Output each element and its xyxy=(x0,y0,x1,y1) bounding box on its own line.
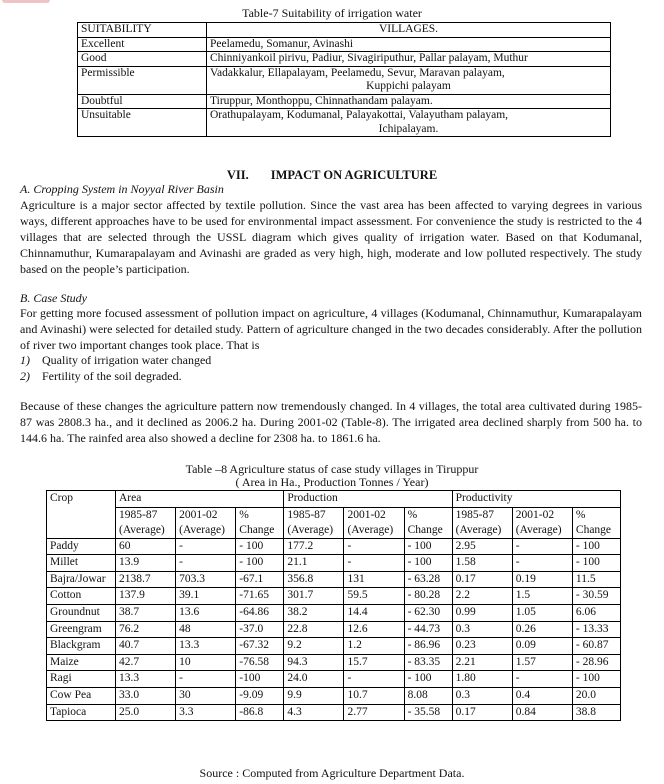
table-row xyxy=(47,538,621,555)
table-cell: - 30.59 xyxy=(572,588,620,605)
table-cell: - 100 xyxy=(572,671,620,688)
table-cell: - 100 xyxy=(404,671,452,688)
subsection-b-paragraph: For getting more focused assessment of pollution impact on agriculture, 4 villages (Kodumanal, Chinnamuthur, Kumarapalayam and Avinashi) were selected for detailed study. Pattern of agriculture changed in the two decades considerably. After the pollution of river two important changes took place. That is xyxy=(20,306,642,352)
table-row xyxy=(78,37,611,52)
subheader-line: Change xyxy=(407,523,443,536)
subheader-line: (Average) xyxy=(515,523,562,536)
subheader-line: 1985-87 xyxy=(287,508,326,521)
table-subheader-cell xyxy=(236,507,284,538)
table-cell: 1.57 xyxy=(512,654,572,671)
table-cell: 2138.7 xyxy=(116,571,176,588)
table-cell: - 28.96 xyxy=(572,654,620,671)
table-cell: 13.3 xyxy=(176,638,236,655)
table-cell: - 80.28 xyxy=(404,588,452,605)
list-item xyxy=(20,352,211,368)
table-subheader-cell xyxy=(452,507,512,538)
table-cell: 8.08 xyxy=(404,687,452,704)
village-line: Chinniyankoil pirivu, Padiur, Sivagiriputhur, Pallar palayam, Muthur xyxy=(210,52,528,64)
table-cell: 20.0 xyxy=(572,687,620,704)
table-cell: - xyxy=(176,555,236,572)
table-header-cell: Area xyxy=(116,491,284,508)
subsection-a-heading: A. Cropping System in Noyyal River Basin xyxy=(20,182,224,196)
table-cell: 0.84 xyxy=(512,704,572,721)
table-header-cell: VILLAGES. xyxy=(207,23,611,38)
subheader-line: (Average) xyxy=(347,523,394,536)
table-cell: 48 xyxy=(176,621,236,638)
table-cell: 0.3 xyxy=(452,621,512,638)
table-cell: 13.6 xyxy=(176,604,236,621)
table-header-cell: Crop xyxy=(47,491,116,539)
table-row xyxy=(47,604,621,621)
table-cell xyxy=(207,52,611,67)
table8-subtitle: ( Area in Ha., Production Tonnes / Year) xyxy=(235,475,429,489)
village-line: Vadakkalur, Ellapalayam, Peelamedu, Sevur, Maravan palayam, xyxy=(210,66,505,79)
table-cell: 9.2 xyxy=(284,638,344,655)
village-line: Kuppichi palayam xyxy=(366,80,451,92)
table8-source: Source : Computed from Agriculture Department Data. xyxy=(199,766,465,780)
table-cell: 0.09 xyxy=(512,638,572,655)
table-cell: - 62.30 xyxy=(404,604,452,621)
subheader-line: (Average) xyxy=(119,523,165,536)
table-cell: 2.21 xyxy=(452,654,512,671)
table-cell: 21.1 xyxy=(284,555,344,572)
subheader-line: 2001-02 xyxy=(515,508,555,521)
table-cell: Unsuitable xyxy=(78,109,207,137)
table-cell: 703.3 xyxy=(176,571,236,588)
table-cell: -76.58 xyxy=(236,654,284,671)
area-decline-paragraph: Because of these changes the agriculture pattern now tremendously changed. In 4 villages, the total area cultivated during 1985-87 was 2808.3 ha., and it declined as 2006.2 ha. During 2001-02 (Table-8). The irrigated area declined sharply from 500 ha. to 144.6 ha. The rainfed area also showed a decline for 2308 ha. to 1861.6 ha. xyxy=(20,399,642,445)
top-edge-mark xyxy=(2,0,50,3)
table-cell: Tapioca xyxy=(47,704,116,721)
subsection-a-paragraph: Agriculture is a major sector affected by textile pollution. Since the vast area has been affected to varying degrees in various ways, different approaches have to be used for environmental impact assessment. For convenience the study is restricted to the 4 villages that are selected through the USSL diagram which gives quality of irrigation water. Based on that Kodumanal, Chinnamuthur, Kumarapalayam and Avinashi are graded as very high, high, moderate and low polluted respectively. The study based on the people’s participation. xyxy=(20,198,642,276)
table-subheader-cell xyxy=(116,507,176,538)
table7-header-row xyxy=(78,23,611,38)
list-marker: 2) xyxy=(20,369,30,383)
table-cell: Excellent xyxy=(78,37,207,52)
section-heading xyxy=(0,168,664,183)
table-cell xyxy=(207,66,611,94)
table-cell: Blackgram xyxy=(47,638,116,655)
table-cell: 38.2 xyxy=(284,604,344,621)
list-item-text: Quality of irrigation water changed xyxy=(42,353,212,367)
table-cell: Greengram xyxy=(47,621,116,638)
subheader-line: Change xyxy=(239,523,275,536)
table-cell: - xyxy=(512,671,572,688)
table-row xyxy=(78,94,611,109)
table-cell xyxy=(207,37,611,52)
table-row xyxy=(47,621,621,638)
table7 xyxy=(77,22,611,137)
case-study-list xyxy=(20,352,211,384)
table-row xyxy=(78,66,611,94)
table-row xyxy=(78,109,611,137)
table-cell: - xyxy=(344,555,404,572)
table-cell xyxy=(207,109,611,137)
subheader-line: % xyxy=(239,508,249,521)
table8-title: Table –8 Agriculture status of case study villages in Tiruppur xyxy=(185,462,479,476)
table-subheader-cell xyxy=(404,507,452,538)
subheader-line: % xyxy=(407,508,418,521)
table-cell: - 13.33 xyxy=(572,621,620,638)
table-cell: 0.19 xyxy=(512,571,572,588)
table-cell: - 83.35 xyxy=(404,654,452,671)
table-cell: -67.32 xyxy=(236,638,284,655)
village-line: Peelamedu, Somanur, Avinashi xyxy=(210,37,354,50)
table-cell: Cotton xyxy=(47,588,116,605)
table-cell: 38.7 xyxy=(116,604,176,621)
table-cell: 4.3 xyxy=(284,704,344,721)
village-line: Ichipalayam. xyxy=(378,122,439,135)
table-cell: 0.26 xyxy=(512,621,572,638)
table-cell: -37.0 xyxy=(236,621,284,638)
table-cell: - xyxy=(512,555,572,572)
list-item-text: Fertility of the soil degraded. xyxy=(42,369,182,383)
table-cell: 11.5 xyxy=(572,571,620,588)
table-cell: 1.5 xyxy=(512,588,572,605)
table-cell: - 86.96 xyxy=(404,638,452,655)
table-cell: Ragi xyxy=(47,671,116,688)
table8-subheader-row xyxy=(47,507,621,538)
table-cell: 137.9 xyxy=(116,588,176,605)
table-cell: 0.17 xyxy=(452,571,512,588)
table-cell: 14.4 xyxy=(344,604,404,621)
table-row xyxy=(47,704,621,721)
table-row xyxy=(78,52,611,67)
table-cell: Maize xyxy=(47,654,116,671)
table-subheader-cell xyxy=(572,507,620,538)
village-line: Orathupalayam, Kodumanal, Palayakottai, Valayutham palayam, xyxy=(210,109,509,121)
table-header-cell: SUITABILITY xyxy=(78,23,207,38)
table8-title-block xyxy=(0,463,664,489)
table-subheader-cell xyxy=(512,507,572,538)
table-cell: 356.8 xyxy=(284,571,344,588)
table-cell: -100 xyxy=(236,671,284,688)
table-cell: Millet xyxy=(47,555,116,572)
table-cell xyxy=(207,94,611,109)
table-cell: 177.2 xyxy=(284,538,344,555)
table-cell: - xyxy=(176,671,236,688)
table-cell: 301.7 xyxy=(284,588,344,605)
table-cell: 1.80 xyxy=(452,671,512,688)
subheader-line: (Average) xyxy=(179,523,225,536)
table-cell: Bajra/Jowar xyxy=(47,571,116,588)
table-row xyxy=(47,638,621,655)
table-cell: 0.17 xyxy=(452,704,512,721)
table-cell: -67.1 xyxy=(236,571,284,588)
table-cell: 40.7 xyxy=(116,638,176,655)
table-row xyxy=(47,555,621,572)
table-row xyxy=(47,571,621,588)
table-cell: 10.7 xyxy=(344,687,404,704)
table-header-cell: Productivity xyxy=(452,491,620,508)
table-cell: 3.3 xyxy=(176,704,236,721)
subheader-line: 2001-02 xyxy=(347,508,386,521)
table-cell: Cow Pea xyxy=(47,687,116,704)
table-cell: 38.8 xyxy=(572,704,620,721)
table-cell: Paddy xyxy=(47,538,116,555)
table-cell: - 44.73 xyxy=(404,621,452,638)
table-cell: 10 xyxy=(176,654,236,671)
list-marker: 1) xyxy=(20,353,30,367)
subheader-line: 1985-87 xyxy=(455,508,494,521)
table-cell: - xyxy=(344,671,404,688)
table-cell: -9.09 xyxy=(236,687,284,704)
table-cell: 94.3 xyxy=(284,654,344,671)
subheader-line: % xyxy=(575,508,586,521)
table-cell: 25.0 xyxy=(116,704,176,721)
table-cell: - 100 xyxy=(404,538,452,555)
list-item xyxy=(20,368,211,384)
table-subheader-cell xyxy=(344,507,404,538)
table-cell: 60 xyxy=(116,538,176,555)
table-cell: - 100 xyxy=(572,538,620,555)
table-row xyxy=(47,671,621,688)
village-line: Tiruppur, Monthoppu, Chinnathandam palayam. xyxy=(210,94,433,107)
table-cell: - 100 xyxy=(236,555,284,572)
table8-group-header-row xyxy=(47,491,621,508)
table-cell: 22.8 xyxy=(284,621,344,638)
table-cell: 1.05 xyxy=(512,604,572,621)
table-cell: - xyxy=(344,538,404,555)
section-number: VII. xyxy=(226,168,249,182)
table-cell: 76.2 xyxy=(116,621,176,638)
table-cell: 13.3 xyxy=(116,671,176,688)
table-cell: 0.23 xyxy=(452,638,512,655)
table-subheader-cell xyxy=(176,507,236,538)
table-cell: Groundnut xyxy=(47,604,116,621)
subsection-b-heading: B. Case Study xyxy=(20,291,87,305)
table-cell: - 60.87 xyxy=(572,638,620,655)
table-cell: -64.86 xyxy=(236,604,284,621)
table-cell: Good xyxy=(78,52,207,67)
table-cell: 1.2 xyxy=(344,638,404,655)
table-cell: 30 xyxy=(176,687,236,704)
table-cell: - 100 xyxy=(404,555,452,572)
table-row xyxy=(47,588,621,605)
table-cell: 2.95 xyxy=(452,538,512,555)
table-cell: - 100 xyxy=(572,555,620,572)
table-cell: 0.3 xyxy=(452,687,512,704)
subheader-line: (Average) xyxy=(455,523,502,536)
table-cell: 0.4 xyxy=(512,687,572,704)
table-cell: 39.1 xyxy=(176,588,236,605)
table-header-cell: Production xyxy=(284,491,452,508)
table-cell: 2.2 xyxy=(452,588,512,605)
table-cell: - xyxy=(512,538,572,555)
table-cell: 2.77 xyxy=(344,704,404,721)
table-row xyxy=(47,687,621,704)
table-cell: 15.7 xyxy=(344,654,404,671)
table8 xyxy=(46,490,621,721)
subheader-line: 1985-87 xyxy=(119,508,158,521)
table-cell: 12.6 xyxy=(344,621,404,638)
table-cell: 1.58 xyxy=(452,555,512,572)
table-cell: 24.0 xyxy=(284,671,344,688)
subheader-line: (Average) xyxy=(287,523,334,536)
table-cell: -86.8 xyxy=(236,704,284,721)
table-row xyxy=(47,654,621,671)
table-cell: - 100 xyxy=(236,538,284,555)
table-cell: - xyxy=(176,538,236,555)
subheader-line: Change xyxy=(575,523,612,536)
table-cell: 42.7 xyxy=(116,654,176,671)
table-cell: Permissible xyxy=(78,66,207,94)
table-cell: 13.9 xyxy=(116,555,176,572)
table-cell: 59.5 xyxy=(344,588,404,605)
table-cell: 33.0 xyxy=(116,687,176,704)
table-cell: 131 xyxy=(344,571,404,588)
table-cell: 0.99 xyxy=(452,604,512,621)
table7-title: Table-7 Suitability of irrigation water xyxy=(242,6,422,20)
table-cell: - 63.28 xyxy=(404,571,452,588)
table-cell: - 35.58 xyxy=(404,704,452,721)
table-cell: 9.9 xyxy=(284,687,344,704)
subheader-line: 2001-02 xyxy=(179,508,218,521)
table-subheader-cell xyxy=(284,507,344,538)
section-title: IMPACT ON AGRICULTURE xyxy=(270,168,438,182)
table-cell: 6.06 xyxy=(572,604,620,621)
table-cell: -71.65 xyxy=(236,588,284,605)
table-cell: Doubtful xyxy=(78,94,207,109)
